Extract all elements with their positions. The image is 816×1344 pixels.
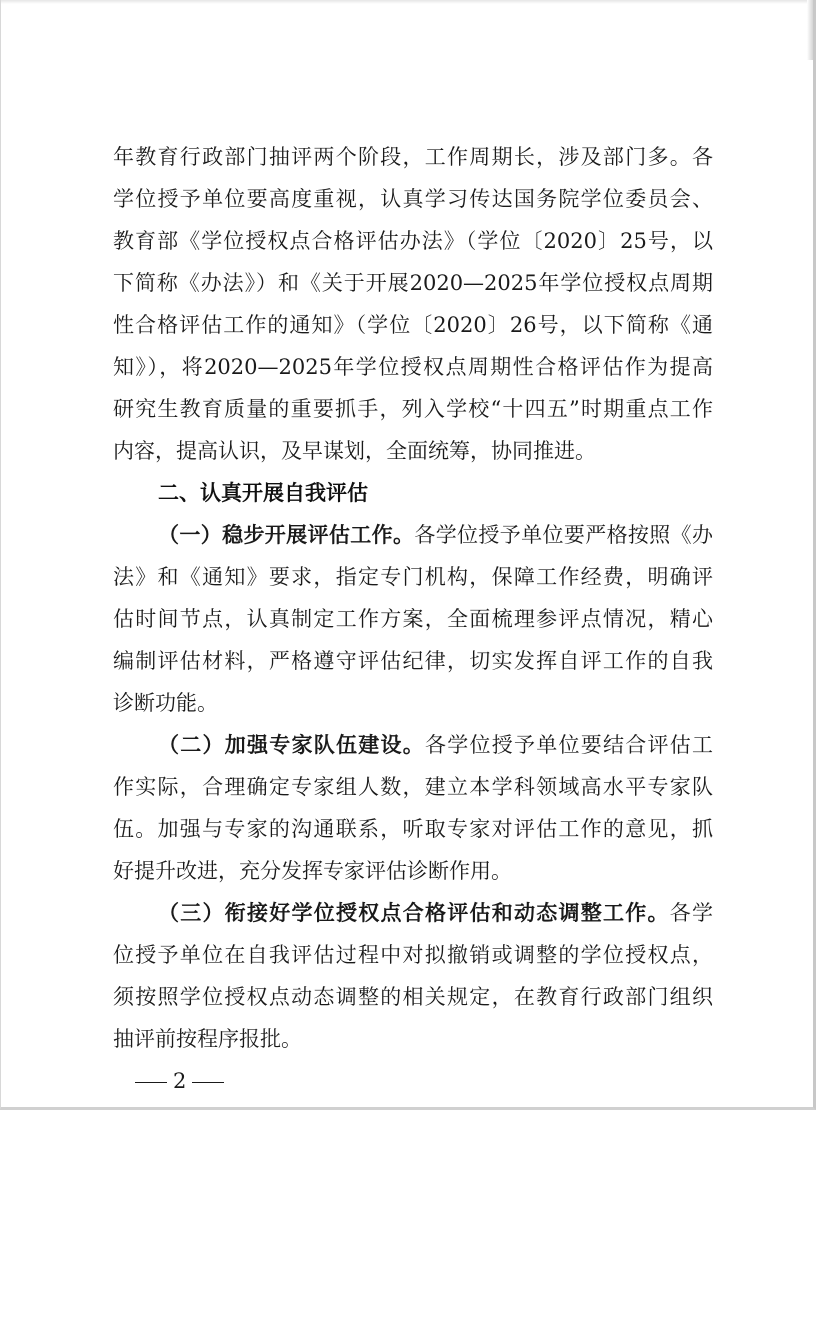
paragraph-line: 教育部《学位授权点合格评估办法》（学位〔2020〕25号，以 <box>113 229 713 253</box>
paragraph-line: 知》），将2020—2025年学位授权点周期性合格评估作为提高 <box>113 355 713 379</box>
paragraph-first-line <box>158 518 713 552</box>
paragraph-text: 各学位授予单位要结合评估工 <box>425 733 713 757</box>
paragraph-first-line <box>158 896 713 930</box>
scan-edge-top <box>1 0 816 4</box>
paragraph-text: 各学 <box>669 901 713 925</box>
paragraph-line: 年教育行政部门抽评两个阶段，工作周期长，涉及部门多。各 <box>113 145 713 169</box>
page-number <box>129 1064 230 1098</box>
paragraph-line: 估时间节点，认真制定工作方案，全面梳理参评点情况，精心 <box>113 607 713 631</box>
paragraph-text: 各学位授予单位要严格按照《办 <box>414 523 714 547</box>
dash-right <box>192 1082 224 1084</box>
paragraph-line: 位授予单位在自我评估过程中对拟撤销或调整的学位授权点， <box>113 943 713 967</box>
paragraph-line: 好提升改进，充分发挥专家评估诊断作用。 <box>113 859 512 883</box>
paragraph-line: 内容，提高认识，及早谋划，全面统筹，协同推进。 <box>113 439 596 463</box>
scan-edge-right <box>807 0 813 60</box>
paragraph-lead: （一）稳步开展评估工作。 <box>158 523 415 547</box>
dash-left <box>135 1082 167 1084</box>
paragraph-line: 研究生教育质量的重要抓手，列入学校“十四五”时期重点工作 <box>113 397 713 421</box>
paragraph-line: 性合格评估工作的通知》（学位〔2020〕26号，以下简称《通 <box>113 313 713 337</box>
paragraph-first-line <box>158 728 713 762</box>
paragraph-line: 须按照学位授权点动态调整的相关规定，在教育行政部门组织 <box>113 985 713 1009</box>
paragraph-line: 作实际，合理确定专家组人数，建立本学科领域高水平专家队 <box>113 775 713 799</box>
paragraph-line: 学位授予单位要高度重视，认真学习传达国务院学位委员会、 <box>113 187 713 211</box>
section-heading: 二、认真开展自我评估 <box>158 481 368 505</box>
paragraph-lead: （三）衔接好学位授权点合格评估和动态调整工作。 <box>158 901 670 925</box>
paragraph-line: 编制评估材料，严格遵守评估纪律，切实发挥自评工作的自我 <box>113 649 713 673</box>
paragraph-lead: （二）加强专家队伍建设。 <box>158 733 425 757</box>
paragraph-line: 下简称《办法》）和《关于开展2020—2025年学位授权点周期 <box>113 271 713 295</box>
page-number-value: 2 <box>173 1069 187 1093</box>
paragraph-line: 伍。加强与专家的沟通联系，听取专家对评估工作的意见，抓 <box>113 817 713 841</box>
paragraph-line: 抽评前按程序报批。 <box>113 1027 302 1051</box>
paragraph-line: 诊断功能。 <box>113 691 218 715</box>
paragraph-line: 法》和《通知》要求，指定专门机构，保障工作经费，明确评 <box>113 565 713 589</box>
